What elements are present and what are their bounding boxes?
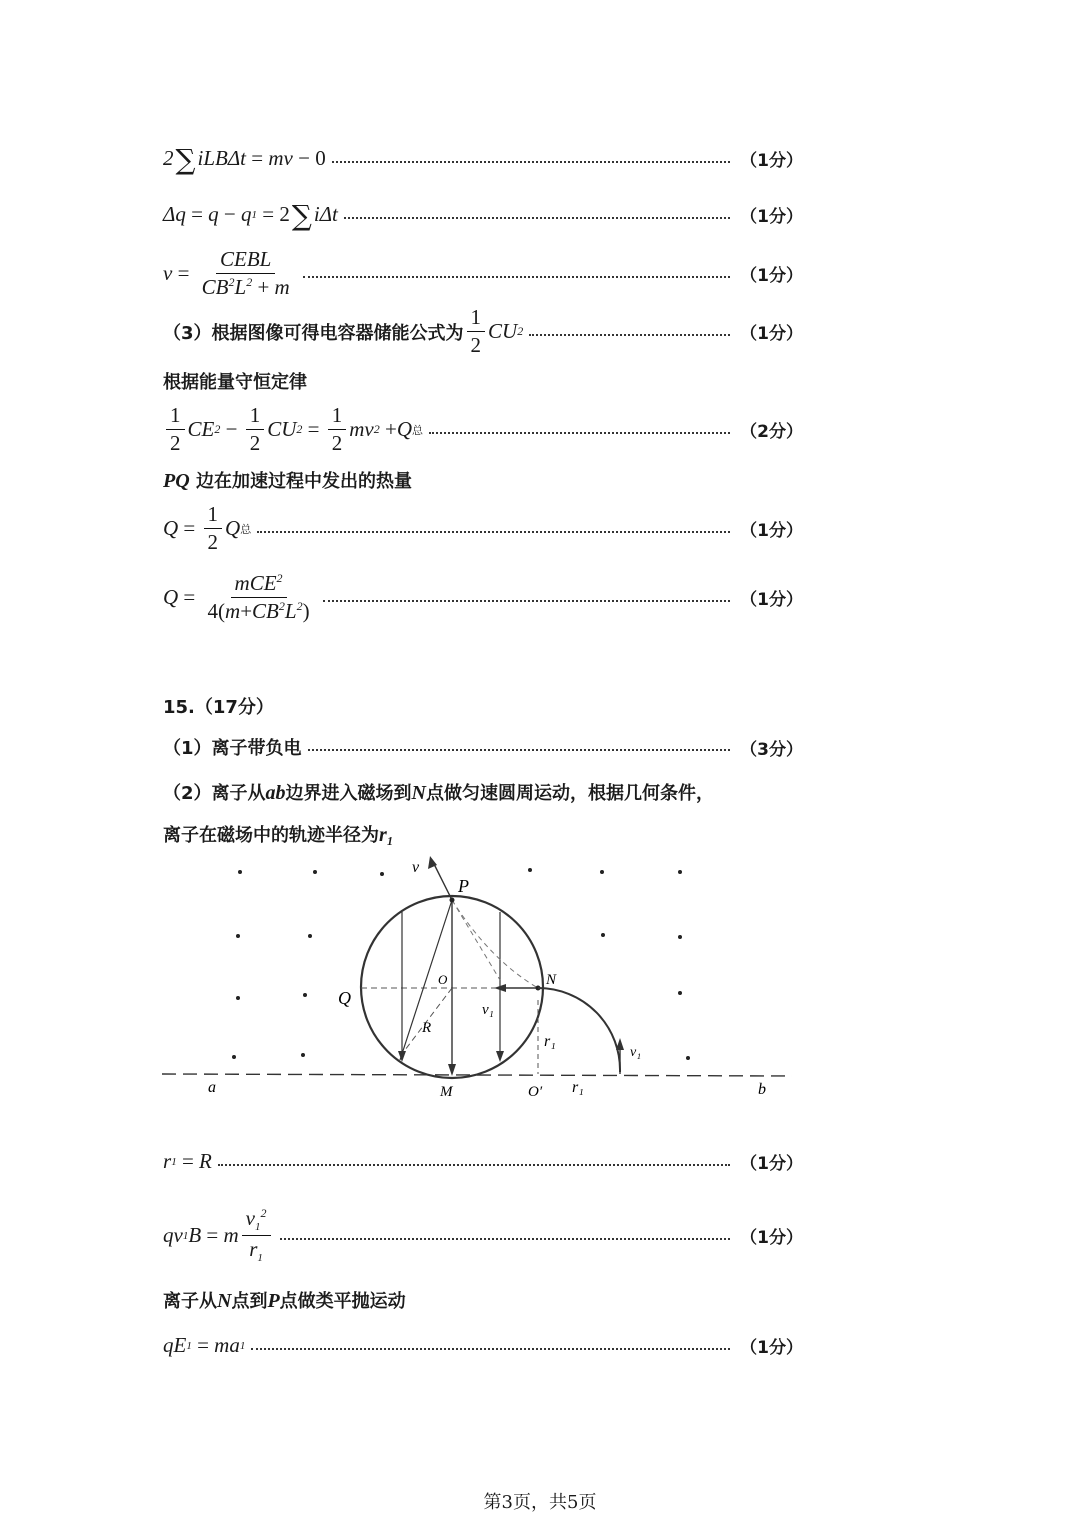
label-q: Q bbox=[338, 988, 351, 1008]
score: （1分） bbox=[740, 521, 803, 542]
text-row-11 bbox=[163, 734, 803, 760]
label-v1: v₁ bbox=[482, 1002, 494, 1018]
label-p: P bbox=[458, 876, 469, 896]
leader-dots bbox=[429, 432, 730, 434]
formula-heat-half: Q = $\frac{1}{2}$ Q 总 bbox=[163, 502, 252, 555]
score: （1分） bbox=[740, 324, 803, 345]
label-o: O bbox=[438, 972, 448, 987]
label-r1: r₁ bbox=[544, 1033, 556, 1050]
leader-dots bbox=[529, 334, 730, 336]
equation-row-15 bbox=[163, 1207, 803, 1265]
leader-dots bbox=[218, 1164, 730, 1166]
score: （2分） bbox=[740, 422, 803, 443]
formula-lorentz: qv 1 B = m $\frac{v_1^2}{r_1}$ bbox=[163, 1207, 274, 1265]
label-v1-exit: v₁ bbox=[630, 1045, 642, 1060]
equation-row-9 bbox=[163, 572, 803, 623]
equation-row-8 bbox=[163, 503, 803, 554]
label-pq: PQ bbox=[163, 470, 190, 492]
leader-dots bbox=[344, 217, 730, 219]
text-row-5: 根据能量守恒定律 bbox=[163, 372, 307, 393]
score: （1分） bbox=[740, 1154, 803, 1174]
formula-electric-force: qE 1 = ma 1 bbox=[163, 1333, 246, 1357]
formula-velocity: v = $\frac{\text{CEBL}}{CB^2L^2 + m}$ bbox=[163, 247, 290, 300]
formula-heat-result: Q = $\frac{mCE^2}{4(m+CB^2L^2)}$ bbox=[163, 571, 310, 624]
leader-dots bbox=[280, 1238, 731, 1240]
label-r1-bottom: r₁ bbox=[572, 1079, 584, 1096]
equation-row-14 bbox=[163, 1149, 803, 1174]
statement-text: （3）根据图像可得电容器储能公式为 bbox=[163, 322, 464, 344]
score: （1分） bbox=[740, 1338, 803, 1358]
label-n: N bbox=[546, 972, 557, 988]
leader-dots bbox=[303, 276, 730, 278]
text-row-7: PQ 边在加速过程中发出的热量 bbox=[163, 470, 412, 492]
label-b: b bbox=[758, 1081, 766, 1098]
score: （1分） bbox=[740, 590, 803, 611]
equation-row-2 bbox=[163, 198, 803, 231]
statement-text: （1）离子带负电 bbox=[163, 738, 302, 759]
text-row-13: 离子在磁场中的轨迹半径为r₁ bbox=[163, 824, 394, 846]
score: （1分） bbox=[740, 207, 803, 227]
equation-row-6 bbox=[163, 404, 803, 455]
formula-radius: r 1 = R bbox=[163, 1149, 212, 1173]
page-footer: 第3页，共5页 bbox=[483, 1492, 597, 1513]
formula-charge: Δq = q − q 1 = 2 ∑ iΔt bbox=[163, 199, 338, 232]
score: （1分） bbox=[740, 1228, 803, 1249]
label-a: a bbox=[208, 1079, 216, 1096]
leader-dots bbox=[308, 749, 731, 751]
question-number: 15.（17分） bbox=[163, 697, 274, 718]
formula-impulse: 2 ∑ iLBΔt = mv − 0 bbox=[163, 143, 326, 176]
equation-row-3 bbox=[163, 248, 803, 299]
score: （1分） bbox=[740, 151, 803, 171]
label-r: R bbox=[422, 1020, 432, 1036]
score: （3分） bbox=[740, 739, 803, 760]
formula-energy-capacitor: $\frac{1}{2}$ CU 2 bbox=[464, 306, 524, 357]
leader-dots bbox=[251, 1348, 730, 1350]
text-row-16: 离子从N点到P点做类平抛运动 bbox=[163, 1290, 406, 1312]
label-m: M bbox=[440, 1084, 453, 1100]
label-o-prime: O′ bbox=[528, 1084, 543, 1100]
equation-row-1 bbox=[163, 142, 803, 175]
leader-dots bbox=[323, 600, 731, 602]
leader-dots bbox=[332, 161, 730, 163]
score: （1分） bbox=[740, 266, 803, 287]
leader-dots bbox=[257, 531, 730, 533]
magnetic-field-diagram bbox=[160, 850, 800, 1110]
label-v: v bbox=[412, 859, 420, 876]
formula-energy-conservation: $\frac{1}{2}$ CE 2 − $\frac{1}{2}$ CU 2 = $\frac{1}{2}$ mv 2 + Q 总 bbox=[163, 404, 423, 455]
text-row-4 bbox=[163, 306, 803, 357]
text-row-12: （2）离子从ab边界进入磁场到N点做匀速圆周运动，根据几何条件， bbox=[163, 782, 714, 804]
equation-row-17 bbox=[163, 1333, 803, 1358]
